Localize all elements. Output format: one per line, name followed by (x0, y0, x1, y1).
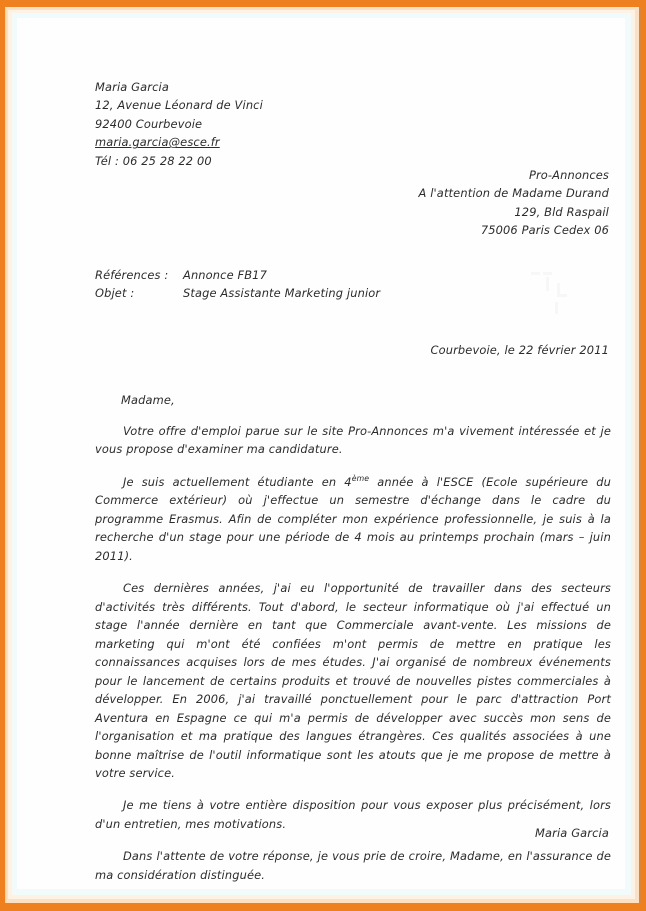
body-paragraph-2 (95, 473, 611, 565)
sender-phone: Tél : 06 25 28 22 00 (95, 153, 212, 168)
objet-label: Objet : (95, 286, 135, 301)
recipient-address-block (317, 166, 609, 240)
letter-sheet (17, 18, 625, 889)
body-paragraph-1: Votre offre d'emploi parue sur le site Pro-Annonces m'a vivement intéressée et je vous propose d'examiner ma candidature. (95, 424, 611, 457)
sender-email-link[interactable]: maria.garcia@esce.fr (95, 135, 220, 150)
recipient-street: 129, Bld Raspail (514, 204, 609, 219)
references-row (95, 266, 495, 284)
body-paragraph-2-pre: Je suis actuellement étudiante en 4 (123, 474, 352, 489)
signature: Maria Garcia (535, 826, 609, 840)
sender-city: 92400 Courbevoie (95, 116, 203, 131)
objet-row (95, 284, 495, 302)
objet-value: Stage Assistante Marketing junior (183, 286, 381, 301)
salutation: Madame, (121, 393, 175, 407)
references-value: Annonce FB17 (183, 268, 267, 282)
recipient-company: Pro-Annonces (528, 168, 609, 182)
scan-artifact-smudge (527, 268, 597, 323)
body-paragraph-4: Je me tiens à votre entière disposition pour vous exposer plus précisément, lors d'un entretien, mes motivations. (95, 798, 611, 831)
body-paragraph-2-post: année à l'ESCE (Ecole supérieure du Commerce extérieur) où j'effectue un semestre d'échange dans le cadre du programme Erasmus. Afin de compléter mon expérience professionnelle, je suis à la recherche d'un stage pour une période de 4 mois au printemps prochain (mars – juin 2011). (95, 474, 611, 563)
recipient-city: 75006 Paris Cedex 06 (480, 223, 609, 238)
body-paragraph-3: Ces dernières années, j'ai eu l'opportunité de travailler dans des secteurs d'activités très différents. Tout d'abord, le secteur informatique où j'ai effectué un stage l'année dernière en tant que Commerciale avant-vente. Les missions de marketing qui m'ont été confiées m'ont permis de mettre en pratique les connaissances acquises lors de mes études. J'ai organisé de nombreux événements pour le lancement de certains produits et trouvé de nouvelles pistes commerciales à développer. En 2006, j'ai travaillé ponctuellement pour le parc d'attraction Port Aventura en Espagne ce qui m'a permis de développer avec succès mon sens de l'organisation et ma pratique des langues étrangères. Ces qualités associées à une bonne maîtrise de l'outil informatique sont les atouts que je me propose de mettre à votre service. (95, 581, 611, 780)
references-label: Références : (95, 268, 169, 282)
recipient-attention: A l'attention de Madame Durand (418, 186, 609, 201)
references-block (95, 266, 495, 303)
letter-body (95, 422, 611, 884)
sender-name: Maria Garcia (95, 80, 169, 94)
body-paragraph-5: Dans l'attente de votre réponse, je vous prie de croire, Madame, en l'assurance de ma considération distinguée. (95, 849, 611, 882)
sender-address-block (95, 78, 375, 170)
sender-street: 12, Avenue Léonard de Vinci (95, 98, 263, 113)
ordinal-suffix: ème (351, 474, 370, 484)
date-line: Courbevoie, le 22 février 2011 (430, 343, 609, 357)
